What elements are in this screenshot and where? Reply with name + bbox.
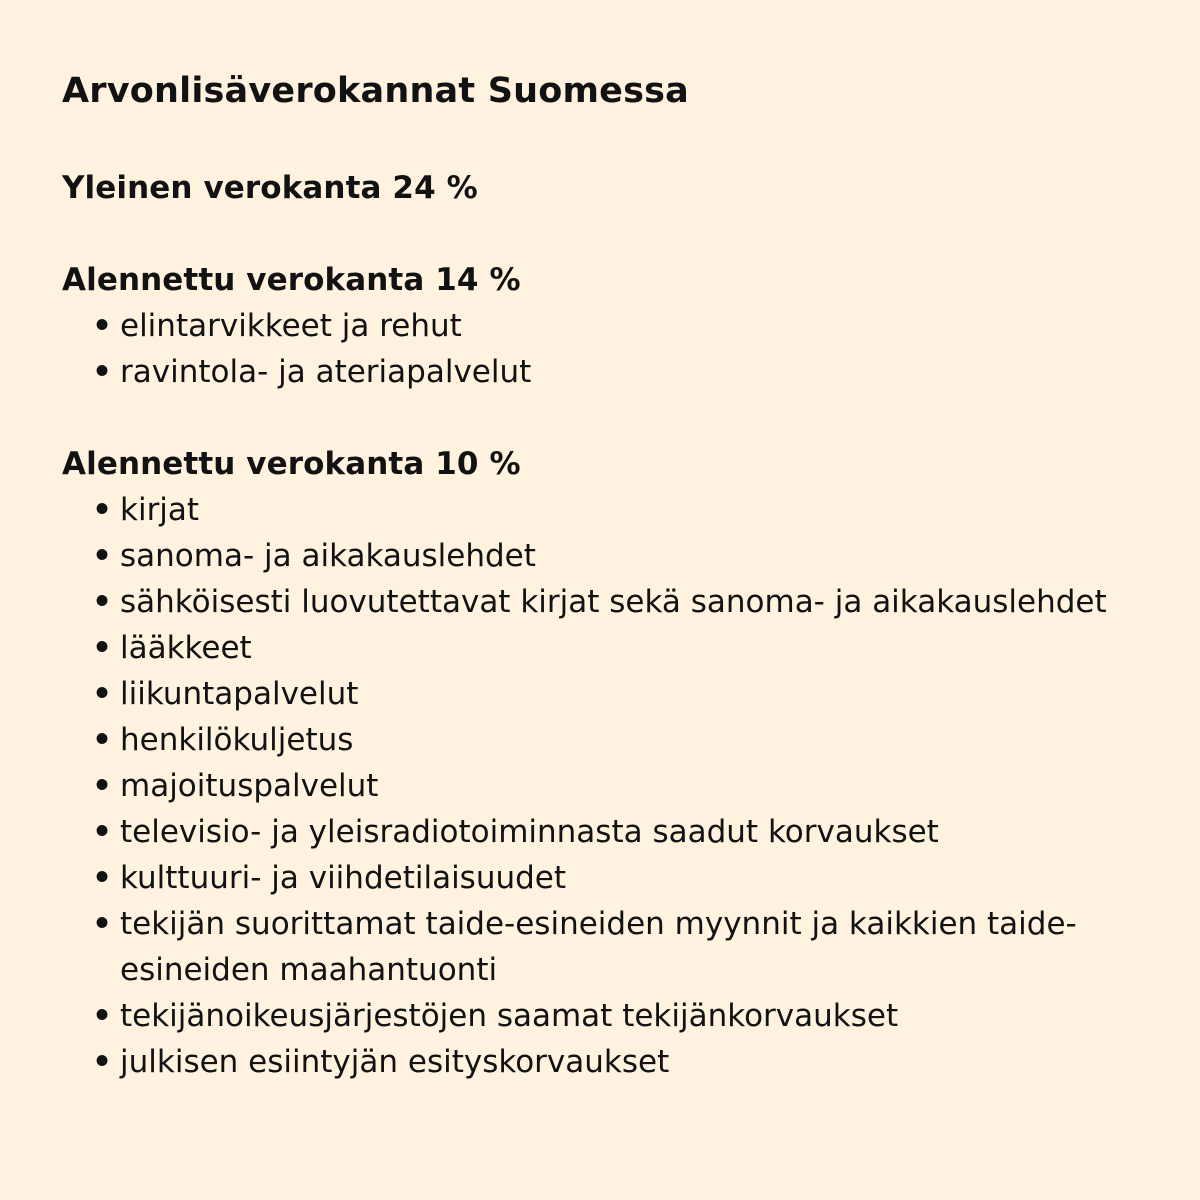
list-item-text: televisio- ja yleisradiotoiminnasta saadut korvaukset — [120, 814, 939, 850]
bullet-icon: • — [92, 676, 112, 712]
section-reduced-rate-14 — [62, 257, 1138, 395]
list-item-text: tekijänoikeusjärjestöjen saamat tekijänkorvaukset — [120, 998, 899, 1034]
list-item — [62, 487, 1138, 533]
list-item-text: kirjat — [120, 492, 200, 528]
bullet-icon: • — [92, 492, 112, 528]
bullet-icon: • — [92, 538, 112, 574]
list-item-text: ravintola- ja ateriapalvelut — [120, 354, 532, 390]
bullet-icon: • — [92, 814, 112, 850]
section-reduced-rate-10 — [62, 441, 1138, 1085]
section-general-rate — [62, 165, 1138, 211]
bullet-icon: • — [92, 906, 112, 942]
list-item-text: liikuntapalvelut — [120, 676, 359, 712]
section-heading-reduced-rate-10: Alennettu verokanta 10 % — [62, 446, 521, 482]
list-item — [62, 717, 1138, 763]
list-item-text: tekijän suorittamat taide-esineiden myynnit ja kaikkien taide-esineiden maahantuonti — [120, 906, 1077, 988]
list-item — [62, 579, 1138, 625]
bullet-icon: • — [92, 768, 112, 804]
list-item — [62, 533, 1138, 579]
bullet-icon: • — [92, 308, 112, 344]
list-item — [62, 901, 1138, 993]
bullet-icon: • — [92, 1044, 112, 1080]
list-reduced-rate-14 — [62, 303, 1138, 395]
list-item-text: lääkkeet — [120, 630, 252, 666]
list-item — [62, 303, 1138, 349]
list-item — [62, 671, 1138, 717]
list-reduced-rate-10 — [62, 487, 1138, 1085]
list-item — [62, 855, 1138, 901]
bullet-icon: • — [92, 722, 112, 758]
bullet-icon: • — [92, 630, 112, 666]
list-item-text: sanoma- ja aikakauslehdet — [120, 538, 536, 574]
list-item-text: kulttuuri- ja viihdetilaisuudet — [120, 860, 567, 896]
list-item — [62, 763, 1138, 809]
section-heading-general-rate: Yleinen verokanta 24 % — [62, 170, 478, 206]
section-heading-reduced-rate-14: Alennettu verokanta 14 % — [62, 262, 521, 298]
list-item-text: julkisen esiintyjän esityskorvaukset — [120, 1044, 670, 1080]
page-title: Arvonlisäverokannat Suomessa — [62, 71, 689, 111]
list-item — [62, 349, 1138, 395]
bullet-icon: • — [92, 354, 112, 390]
bullet-icon: • — [92, 860, 112, 896]
bullet-icon: • — [92, 998, 112, 1034]
list-item — [62, 809, 1138, 855]
list-item — [62, 625, 1138, 671]
list-item-text: sähköisesti luovutettavat kirjat sekä sanoma- ja aikakauslehdet — [120, 584, 1107, 620]
list-item-text: majoituspalvelut — [120, 768, 379, 804]
bullet-icon: • — [92, 584, 112, 620]
list-item — [62, 1039, 1138, 1085]
list-item-text: elintarvikkeet ja rehut — [120, 308, 462, 344]
list-item-text: henkilökuljetus — [120, 722, 354, 758]
list-item — [62, 993, 1138, 1039]
